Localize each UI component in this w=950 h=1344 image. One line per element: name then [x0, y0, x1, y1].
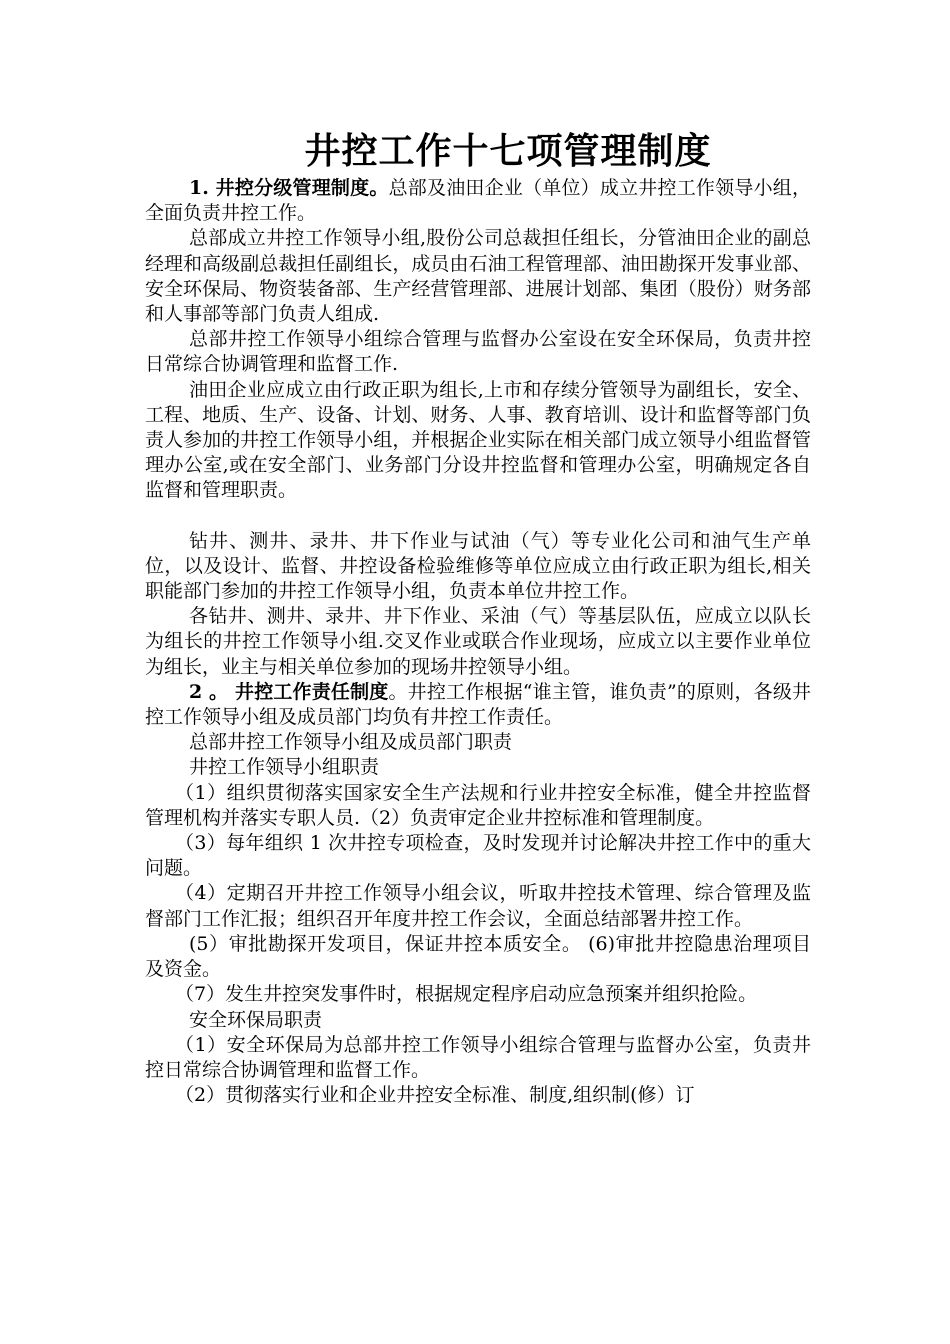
document-title: 井控工作十七项管理制度 — [304, 130, 712, 172]
paragraph-4: 油田企业应成立由行政正职为组长,上市和存续分管领导为副组长，安全、工程、地质、生产、设备、计划、财务、人事、教育培训、设计和监督等部门负责人参加的井控工作领导小组，并根据企业实际在相关部门成立领导小组监督管理办公室,或在安全部门、业务部门分设井控监督和管理办公室，明确规定各自监督和管理职责。 — [145, 378, 811, 502]
paragraph-7 — [145, 680, 811, 730]
blank-line — [145, 504, 811, 529]
paragraph-11: （3）每年组织 1 次井控专项检查，及时发现并讨论解决井控工作中的重大问题。 — [145, 832, 811, 880]
section-heading-2: 2 。 井控工作责任制度 — [189, 680, 389, 703]
paragraph-9: 井控工作领导小组职责 — [189, 756, 380, 779]
section-heading-1: 1. 井控分级管理制度。 — [189, 177, 389, 199]
paragraph-8: 总部井控工作领导小组及成员部门职责 — [189, 731, 513, 754]
paragraph-14: （7）发生井控突发事件时，根据规定程序启动应急预案并组织抢险。 — [175, 983, 758, 1006]
paragraph-5: 钻井、测井、录井、井下作业与试油（气）等专业化公司和油气生产单位，以及设计、监督、井控设备检验维修等单位应成立由行政正职为组长,相关职能部门参加的井控工作领导小组，负责本单位井控工作。 — [145, 529, 811, 603]
paragraph-1-text: 总部及油田企业（单位）成立井控工作领导小组，全面负责井控工作。 — [145, 177, 811, 225]
paragraph-2: 总部成立井控工作领导小组,股份公司总裁担任组长，分管油田企业的副总经理和高级副总裁担任副组长，成员由石油工程管理部、油田勘探开发事业部、安全环保局、物资装备部、生产经营管理部、进展计划部、集团（股份）财务部和人事部等部门负责人组成. — [145, 227, 811, 326]
paragraph-17: （2）贯彻落实行业和企业井控安全标准、制度,组织制(修）订 — [175, 1084, 695, 1107]
paragraph-10: （1）组织贯彻落实国家安全生产法规和行业井控安全标准，健全井控监督管理机构并落实专职人员.（2）负责审定企业井控标准和管理制度。 — [145, 781, 811, 829]
paragraph-15: 安全环保局职责 — [189, 1008, 323, 1031]
paragraph-16: （1）安全环保局为总部井控工作领导小组综合管理与监督办公室，负责井控日常综合协调管理和监督工作。 — [145, 1033, 811, 1081]
paragraph-13: (5）审批勘探开发项目，保证井控本质安全。 (6)审批井控隐患治理项目及资金。 — [145, 932, 811, 981]
paragraph-1 — [145, 176, 811, 226]
document-page — [145, 128, 811, 1108]
paragraph-6: 各钻井、测井、录井、井下作业、采油（气）等基层队伍，应成立以队长为组长的井控工作领导小组.交叉作业或联合作业现场，应成立以主要作业单位为组长，业主与相关单位参加的现场井控领导小组。 — [145, 605, 811, 678]
paragraph-3: 总部井控工作领导小组综合管理与监督办公室设在安全环保局，负责井控日常综合协调管理和监督工作. — [145, 328, 811, 376]
paragraph-7-text: 。井控工作根据“谁主管，谁负责”的原则，各级井控工作领导小组及成员部门均负有井控工作责任。 — [145, 680, 812, 729]
paragraph-12: （4）定期召开井控工作领导小组会议，听取井控技术管理、综合管理及监督部门工作汇报；组织召开年度井控工作会议，全面总结部署井控工作。 — [145, 882, 811, 930]
